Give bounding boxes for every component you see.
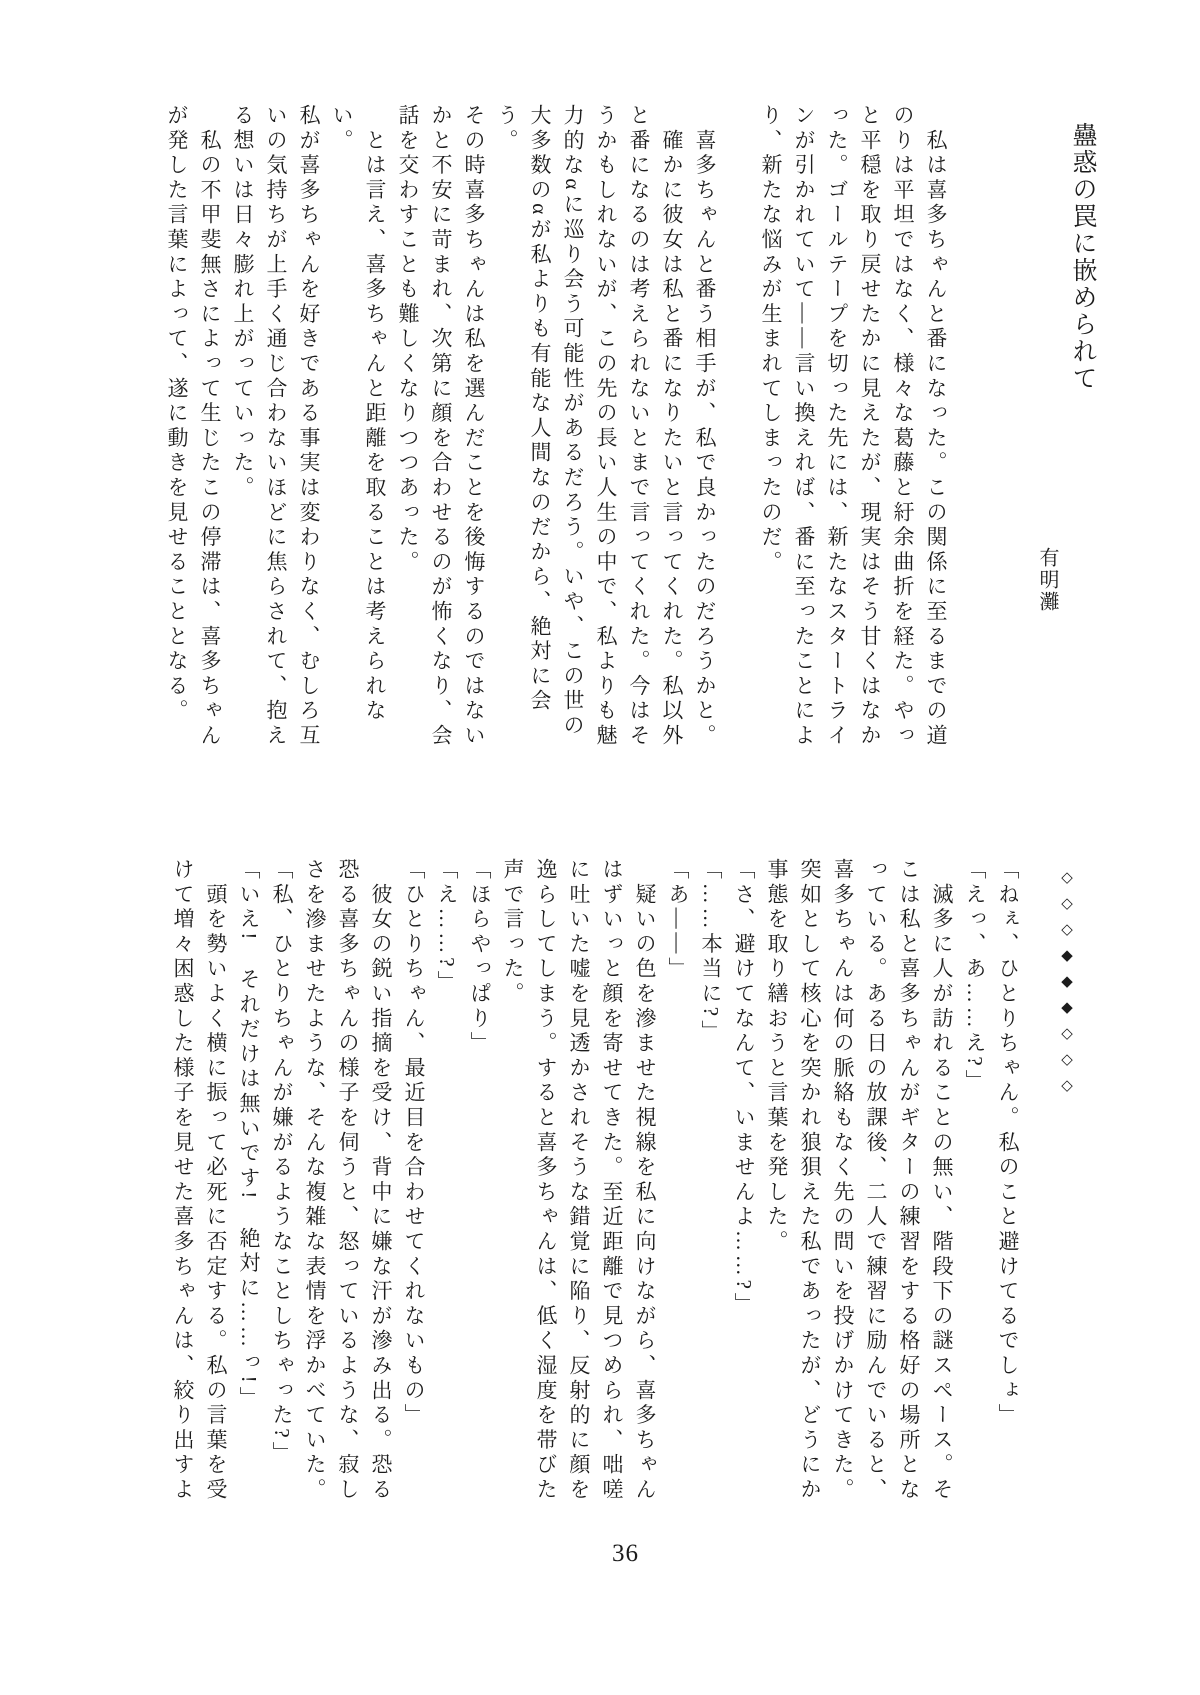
text-column: けて増々困惑した様子を見せた喜多ちゃんは、絞り出すよ xyxy=(171,858,195,1503)
text-column: と平穏を取り戻せたかに見えたが、現実はそう甘くはなか xyxy=(858,104,882,749)
text-column: が発した言葉によって、遂に動きを見せることとなる。 xyxy=(165,104,189,724)
text-column: さを滲ませたような、そんな複雑な表情を浮かべていた。 xyxy=(303,858,327,1503)
text-column: 「えっ、あ……え?」 xyxy=(963,858,987,1095)
text-column: 事態を取り繕おうと言葉を発した。 xyxy=(765,858,789,1255)
text-column: 「私、ひとりちゃんが嫌がるようなことしちゃった?」 xyxy=(270,858,294,1467)
text-column: 力的なαに巡り会う可能性があるだろう。いや、この世の xyxy=(561,104,585,739)
text-column: 話を交わすことも難しくなりつつあった。 xyxy=(396,104,420,576)
text-column: その時喜多ちゃんは私を選んだことを後悔するのではない xyxy=(462,104,486,749)
text-column: 声で言った。 xyxy=(501,858,525,1007)
text-column: 彼女の鋭い指摘を受け、背中に嫌な汗が滲み出る。恐る xyxy=(369,858,393,1503)
text-column: 恐る喜多ちゃんの様子を伺うと、怒っているような、寂し xyxy=(336,858,360,1503)
text-column: いの気持ちが上手く通じ合わないほどに焦らされて、抱え xyxy=(264,104,288,749)
text-column: に吐いた嘘を見透かされそうな錯覚に陥り、反射的に顔を xyxy=(567,858,591,1503)
text-column: り、新たな悩みが生まれてしまったのだ。 xyxy=(759,104,783,576)
text-column: 「ひとりちゃん、最近目を合わせてくれないもの」 xyxy=(402,858,426,1429)
text-column: 「……本当に?」 xyxy=(699,858,723,1045)
text-column: 私は喜多ちゃんと番になった。この関係に至るまでの道 xyxy=(924,104,948,749)
text-column: 大多数のαが私よりも有能な人間なのだから、絶対に会う。 xyxy=(495,104,552,715)
text-column: とは言え、喜多ちゃんと距離を取ることは考えられない。 xyxy=(330,104,387,724)
story-text-bottom-block xyxy=(166,858,1024,1506)
text-column: 頭を勢いよく横に振って必死に否定する。私の言葉を受 xyxy=(204,858,228,1503)
text-column: こは私と喜多ちゃんがギターの練習をする格好の場所とな xyxy=(897,858,921,1503)
text-column: のりは平坦ではなく、様々な葛藤と紆余曲折を経た。やっ xyxy=(891,104,915,749)
section-separator-diamonds: ◇◇◇◆◆◆◇◇◇ xyxy=(1058,868,1074,1102)
text-column: 滅多に人が訪れることの無い、階段下の謎スペース。そ xyxy=(930,858,954,1503)
text-column: 「ほらやっぱり」 xyxy=(468,858,492,1057)
text-column: 逸らしてしまう。すると喜多ちゃんは、低く湿度を帯びた xyxy=(534,858,558,1503)
text-column: っている。ある日の放課後、二人で練習に励んでいると、 xyxy=(864,858,888,1503)
text-column: 疑いの色を滲ませた視線を私に向けながら、喜多ちゃん xyxy=(633,858,657,1503)
text-column: 「いえ! それだけは無いです! 絶対に……っ!」 xyxy=(237,858,261,1412)
text-column: 「さ、避けてなんて、いませんよ……?」 xyxy=(732,858,756,1318)
text-column: った。ゴールテープを切った先には、新たなスタートライ xyxy=(825,104,849,749)
text-column: 「あ――」 xyxy=(666,858,690,982)
text-column: 喜多ちゃんは何の脈絡もなく先の問いを投げかけてきた。 xyxy=(831,858,855,1503)
page-title: 蠱惑の罠に嵌められて xyxy=(1069,122,1096,392)
page-number: 36 xyxy=(612,1540,639,1567)
text-column: 「ねぇ、ひとりちゃん。私のこと避けてるでしょ」 xyxy=(996,858,1020,1429)
text-column: ンが引かれていて――言い換えれば、番に至ったことによ xyxy=(792,104,816,749)
text-column: 「え……?」 xyxy=(435,858,459,996)
text-column: うかもしれないが、この先の長い人生の中で、私よりも魅 xyxy=(594,104,618,749)
text-column: かと不安に苛まれ、次第に顔を合わせるのが怖くなり、会 xyxy=(429,104,453,749)
author-name: 有明灘 xyxy=(1036,547,1058,613)
blank-column xyxy=(721,104,754,752)
text-column: と番になるのは考えられないとまで言ってくれた。今はそ xyxy=(627,104,651,749)
text-column: 突如として核心を突かれ狼狽えた私であったが、どうにか xyxy=(798,858,822,1503)
text-column: 確かに彼女は私と番になりたいと言ってくれた。私以外 xyxy=(660,104,684,749)
text-column: 私の不甲斐無さによって生じたこの停滞は、喜多ちゃん xyxy=(198,104,222,749)
text-column: はずいっと顔を寄せてきた。至近距離で見つめられ、咄嗟 xyxy=(600,858,624,1503)
text-column: 喜多ちゃんと番う相手が、私で良かったのだろうかと。 xyxy=(693,104,717,749)
text-column: 私が喜多ちゃんを好きである事実は変わりなく、むしろ互 xyxy=(297,104,321,749)
text-column: る想いは日々膨れ上がっていった。 xyxy=(231,104,255,501)
story-text-top-block xyxy=(160,104,952,752)
